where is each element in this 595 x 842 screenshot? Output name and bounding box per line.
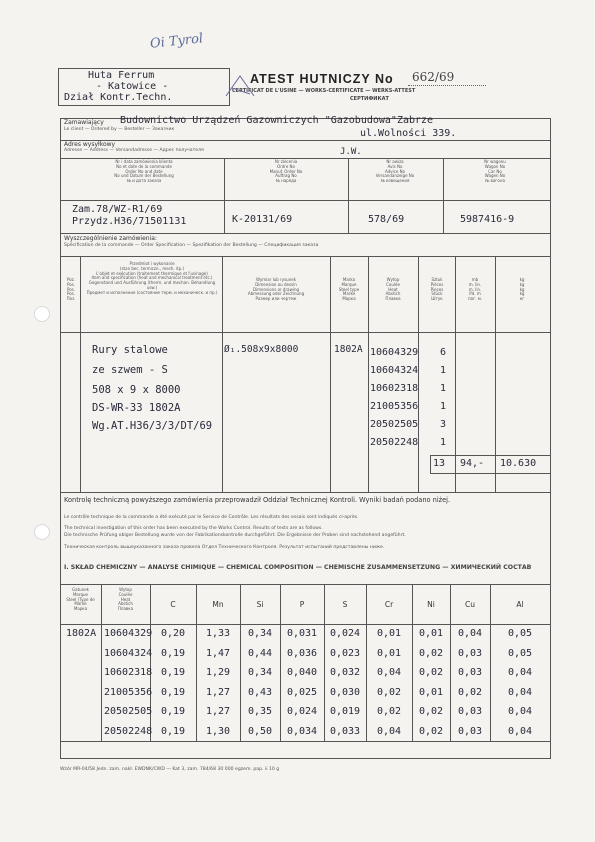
title-block — [232, 72, 542, 102]
chem-value-cell: 0,01 — [418, 686, 444, 698]
chem-element-header: S — [342, 600, 348, 609]
stamp-mark — [220, 70, 260, 102]
chem-value-cell: 0,036 — [286, 647, 318, 659]
advice-header: Nr awiza Avis No Advice No Versandanzeige No № извещения — [375, 159, 415, 184]
heat-row: 10602318 — [370, 383, 419, 394]
chem-value-cell: 0,34 — [247, 628, 273, 639]
heat-row: 10604324 — [370, 365, 419, 376]
pieces-row: 1 — [440, 437, 447, 448]
issuer-line-2: - Katowice - — [96, 81, 169, 92]
total-mb: 94,- — [460, 458, 485, 469]
advice-number: 578/69 — [368, 214, 405, 225]
chem-value-cell: 0,019 — [329, 706, 361, 717]
chem-value-cell: 0,024 — [286, 706, 318, 717]
product-header: Przedmiot i wykonanie (stan bec. termiczn., mech. itp.) L'objet et exécution (traitement thermique et l'usinage) Item and specification (heat and mechanical treatment etc.) Gegenstand und Ausführung (therm. und mechan. Behandlung usw.) Предмет и исполнение (состояние терм. и механическ. и пр.) — [86, 261, 218, 295]
chem-value-cell: 0,03 — [457, 667, 483, 678]
chem-element-header: Mn — [212, 600, 224, 609]
chem-value-cell: 1,47 — [205, 647, 231, 659]
pieces-row: 1 — [440, 401, 447, 412]
orderer-name: Budownictwo Urządzeń Gazowniczych "Gazobudowa"Zabrze — [120, 115, 434, 126]
chem-element-header: Cu — [465, 600, 475, 609]
order-allocation: Przydz.H36/71501131 — [72, 216, 187, 227]
chem-value-cell: 0,040 — [286, 667, 318, 678]
chem-value-cell: 1,27 — [205, 686, 231, 698]
heat-header: Wytop Coulée Heat Abstich Плавка — [385, 277, 401, 302]
size-header: Wymiar lub rysunek Dimension ou dessin Dimensions or drawing Abmessung oder Zeichnung Размер или чертеж — [247, 277, 305, 302]
atest-number: 662/69 — [412, 70, 455, 84]
handwritten-note: Oi Tyrol — [149, 31, 204, 52]
chem-value-cell: 1,33 — [205, 628, 231, 639]
heat-row: 10604329 — [370, 347, 419, 358]
shipping-label: Adres wysyłkowy — [64, 141, 116, 148]
manuf-order-header: Nr zlecenia Ordre No Manuf. Order No Auftrag No № наряда — [269, 159, 303, 184]
pieces-list — [440, 344, 446, 452]
chem-heat-cell: 10604329 — [104, 628, 153, 639]
control-text-fr: Le contrôle technique de la commande a été exécuté par le Service de Contrôle. Les résultats des essais sont indiqués ci-après. — [64, 515, 359, 520]
chem-value-cell: 1,29 — [205, 667, 231, 678]
certificate-subtitle-ru: СЕРТИФИКАТ — [350, 96, 389, 102]
chem-value-cell: 0,04 — [457, 628, 483, 639]
control-text-ru: Техническая контроль вышеуказанного заказа провела Отдел Технического Контроля. Результат испытаний представлены ниже. — [64, 545, 385, 550]
chem-value-cell: 0,35 — [247, 706, 273, 717]
chem-element-header: Ni — [427, 600, 435, 609]
chem-value-cell: 0,02 — [418, 647, 444, 659]
chem-value-cell: 0,19 — [160, 686, 186, 698]
issuer-line-3: Dział Kontr.Techn. — [64, 92, 173, 103]
issuer-line-1: Huta Ferrum — [88, 70, 155, 81]
chem-value-cell: 0,04 — [507, 725, 533, 737]
chem-value-cell: 0,01 — [376, 628, 402, 639]
total-kg: 10.630 — [500, 458, 537, 469]
chem-value-cell: 0,34 — [247, 667, 273, 678]
chem-col-divider — [101, 584, 102, 741]
chem-heat-header: Wytop Coulée Heat Abstich Плавка — [117, 587, 134, 612]
chem-element-header: C — [170, 600, 176, 609]
order-no-header: Nr i data zamówienia klienta No et date de la commande Order No and date No und Datum der Bestellung № и дата заказа — [114, 159, 174, 184]
product-line-2: ze szwem - S — [92, 364, 168, 376]
control-text-en: The technical investigation of this order has been executed by the Works Control. Results of tests are as follows. — [64, 526, 323, 531]
chem-value-cell: 0,04 — [507, 706, 533, 717]
chem-header-divider — [60, 624, 550, 625]
orderer-sublabel: Le client — Ordered by — Besteller — Заказчик — [64, 127, 175, 132]
grade-value: 1802A — [334, 344, 363, 355]
chem-value-cell: 0,02 — [418, 667, 444, 678]
pos-header: Poz. Pos. Pos. Pos. Поз. — [66, 277, 76, 302]
chem-value-cell: 0,20 — [160, 628, 186, 639]
chem-value-cell: 0,033 — [329, 725, 361, 737]
pieces-row: 6 — [440, 347, 447, 358]
chem-heat-cell: 20502248 — [104, 725, 153, 737]
orderer-label: Zamawiający — [64, 119, 104, 126]
chem-value-cell: 0,02 — [376, 706, 402, 717]
chem-heat-cell: 10602318 — [104, 667, 153, 678]
product-line-3: 508 x 9 x 8000 — [92, 384, 181, 396]
wagon-header: Nr wagonu Wagon No Car No Wagen No № вагона — [484, 159, 506, 184]
pieces-row: 1 — [440, 383, 447, 394]
chem-element-header: Cr — [384, 600, 394, 609]
certificate-subtitle: CERTIFICAT DE L'USINE — WORKS-CERTIFICATE — WERKS-ATTEST — [232, 88, 416, 94]
pieces-row: 1 — [440, 365, 447, 376]
chem-value-cell: 0,032 — [329, 667, 361, 678]
chem-element-header: Al — [516, 600, 524, 609]
product-line-1: Rury stalowe — [92, 344, 168, 356]
punch-hole-top — [34, 306, 50, 322]
chem-value-cell: 0,03 — [457, 647, 483, 659]
heat-row: 20502505 — [370, 419, 419, 430]
control-text-pl: Kontrolę techniczną powyższego zamówienia przeprowadził Oddział Technicznej Kontroli. Wyniki badań podano niżej. — [64, 496, 451, 504]
punch-hole-bottom — [34, 524, 50, 540]
chem-value-cell: 0,19 — [160, 706, 186, 717]
product-line-4: DS-WR-33 1802A — [92, 402, 181, 414]
grade-header: Marka Marque Steel type Marke Марка — [338, 277, 360, 302]
chem-value-cell: 0,44 — [247, 647, 273, 659]
chem-heat-cell: 21005356 — [104, 686, 153, 698]
certificate-title: ATEST HUTNICZY No — [250, 72, 394, 86]
heat-row: 21005356 — [370, 401, 419, 412]
heat-row: 20502248 — [370, 437, 419, 448]
chem-value-cell: 1,27 — [205, 706, 231, 717]
chem-value-cell: 0,04 — [507, 667, 533, 678]
chem-value-cell: 0,031 — [286, 628, 318, 639]
footer-note: Wzór MR-04/58 Jedn. zam. nakł. EWDNK/CWD — Kat 3, zam. 784/68 30 000 egzem. pap. ii 10 g — [60, 767, 280, 772]
chem-heat-cell: 10604324 — [104, 647, 153, 659]
chem-value-cell: 0,02 — [418, 706, 444, 717]
wagon-number: 5987416-9 — [460, 214, 515, 225]
chem-heat-cell: 20502505 — [104, 706, 153, 717]
chem-title: I. SKŁAD CHEMICZNY — ANALYSE CHIMIQUE — CHEMICAL COMPOSITION — CHEMISCHE ZUSAMMENSETZUNG — ХИМИЧЕСКИЙ СОСТАВ — [64, 564, 532, 571]
chem-element-header: P — [299, 600, 305, 609]
chem-element-header: Si — [256, 600, 264, 609]
chem-value-cell: 0,023 — [329, 647, 361, 659]
chem-value-cell: 0,02 — [418, 725, 444, 737]
chem-value-cell: 0,02 — [376, 686, 402, 698]
kg-header: kg kg kg kg кг — [519, 277, 525, 302]
chem-value-cell: 0,05 — [507, 628, 533, 639]
chem-value-cell: 0,43 — [247, 686, 273, 698]
chem-value-cell: 0,01 — [418, 628, 444, 639]
chem-value-cell: 0,025 — [286, 686, 318, 698]
chem-value-cell: 0,03 — [457, 725, 483, 737]
heat-list — [370, 344, 418, 452]
mb-header: mb m. lin. m. lin. lfd. m пог. м. — [468, 277, 482, 302]
chem-value-cell: 0,04 — [376, 667, 402, 678]
order-number: Zam.78/WZ-R1/69 — [72, 204, 163, 215]
chem-value-cell: 0,04 — [507, 686, 533, 698]
chem-value-cell: 0,01 — [376, 647, 402, 659]
shipping-value: J.W. — [340, 147, 362, 157]
chem-value-cell: 0,19 — [160, 725, 186, 737]
manuf-order-number: K-20131/69 — [232, 214, 293, 225]
chem-value-cell: 0,19 — [160, 647, 186, 659]
chem-value-cell: 0,19 — [160, 667, 186, 678]
chem-value-cell: 0,50 — [247, 725, 273, 737]
orderer-address: ul.Wolności 339. — [360, 128, 457, 139]
chem-value-cell: 0,05 — [507, 647, 533, 659]
pieces-header: Sztuk Pièces Pieces Stück Штук — [430, 277, 444, 302]
control-text-de: Die technische Prüfung obiger Bestellung wurde von der Fabrikationskontrolle durchgeführt. Die Ergebnisse der Proben sind nachstehend angeführt. — [64, 533, 406, 538]
chem-value-cell: 0,030 — [329, 686, 361, 698]
spec-label: Wyszczególnienie zamówienia: — [64, 235, 157, 242]
chem-value-cell: 0,02 — [457, 686, 483, 698]
chem-value-cell: 0,034 — [286, 725, 318, 737]
spec-sublabel: Spécification de la commande — Order Specification — Spezifikation der Bestellung — Спецификация заказа — [64, 243, 319, 248]
chem-bottom-border — [60, 741, 550, 742]
shipping-sublabel: Adresse — Address — Versandadresse — Адрес получателя — [64, 148, 204, 153]
total-pieces: 13 — [433, 458, 446, 469]
chem-grade-value: 1802A — [66, 628, 97, 639]
chem-grade-header: Gatunek Marque Steel (Type de Marke Марка — [66, 587, 95, 612]
size-value: Ø₁.508x9x8000 — [224, 344, 299, 355]
chem-value-cell: 0,024 — [329, 628, 361, 639]
chem-value-cell: 0,04 — [376, 725, 402, 737]
chem-value-cell: 0,03 — [457, 706, 483, 717]
pieces-row: 3 — [440, 419, 447, 430]
chem-value-cell: 1,30 — [205, 725, 231, 737]
product-line-5: Wg.AT.H36/3/3/DT/69 — [92, 420, 213, 432]
